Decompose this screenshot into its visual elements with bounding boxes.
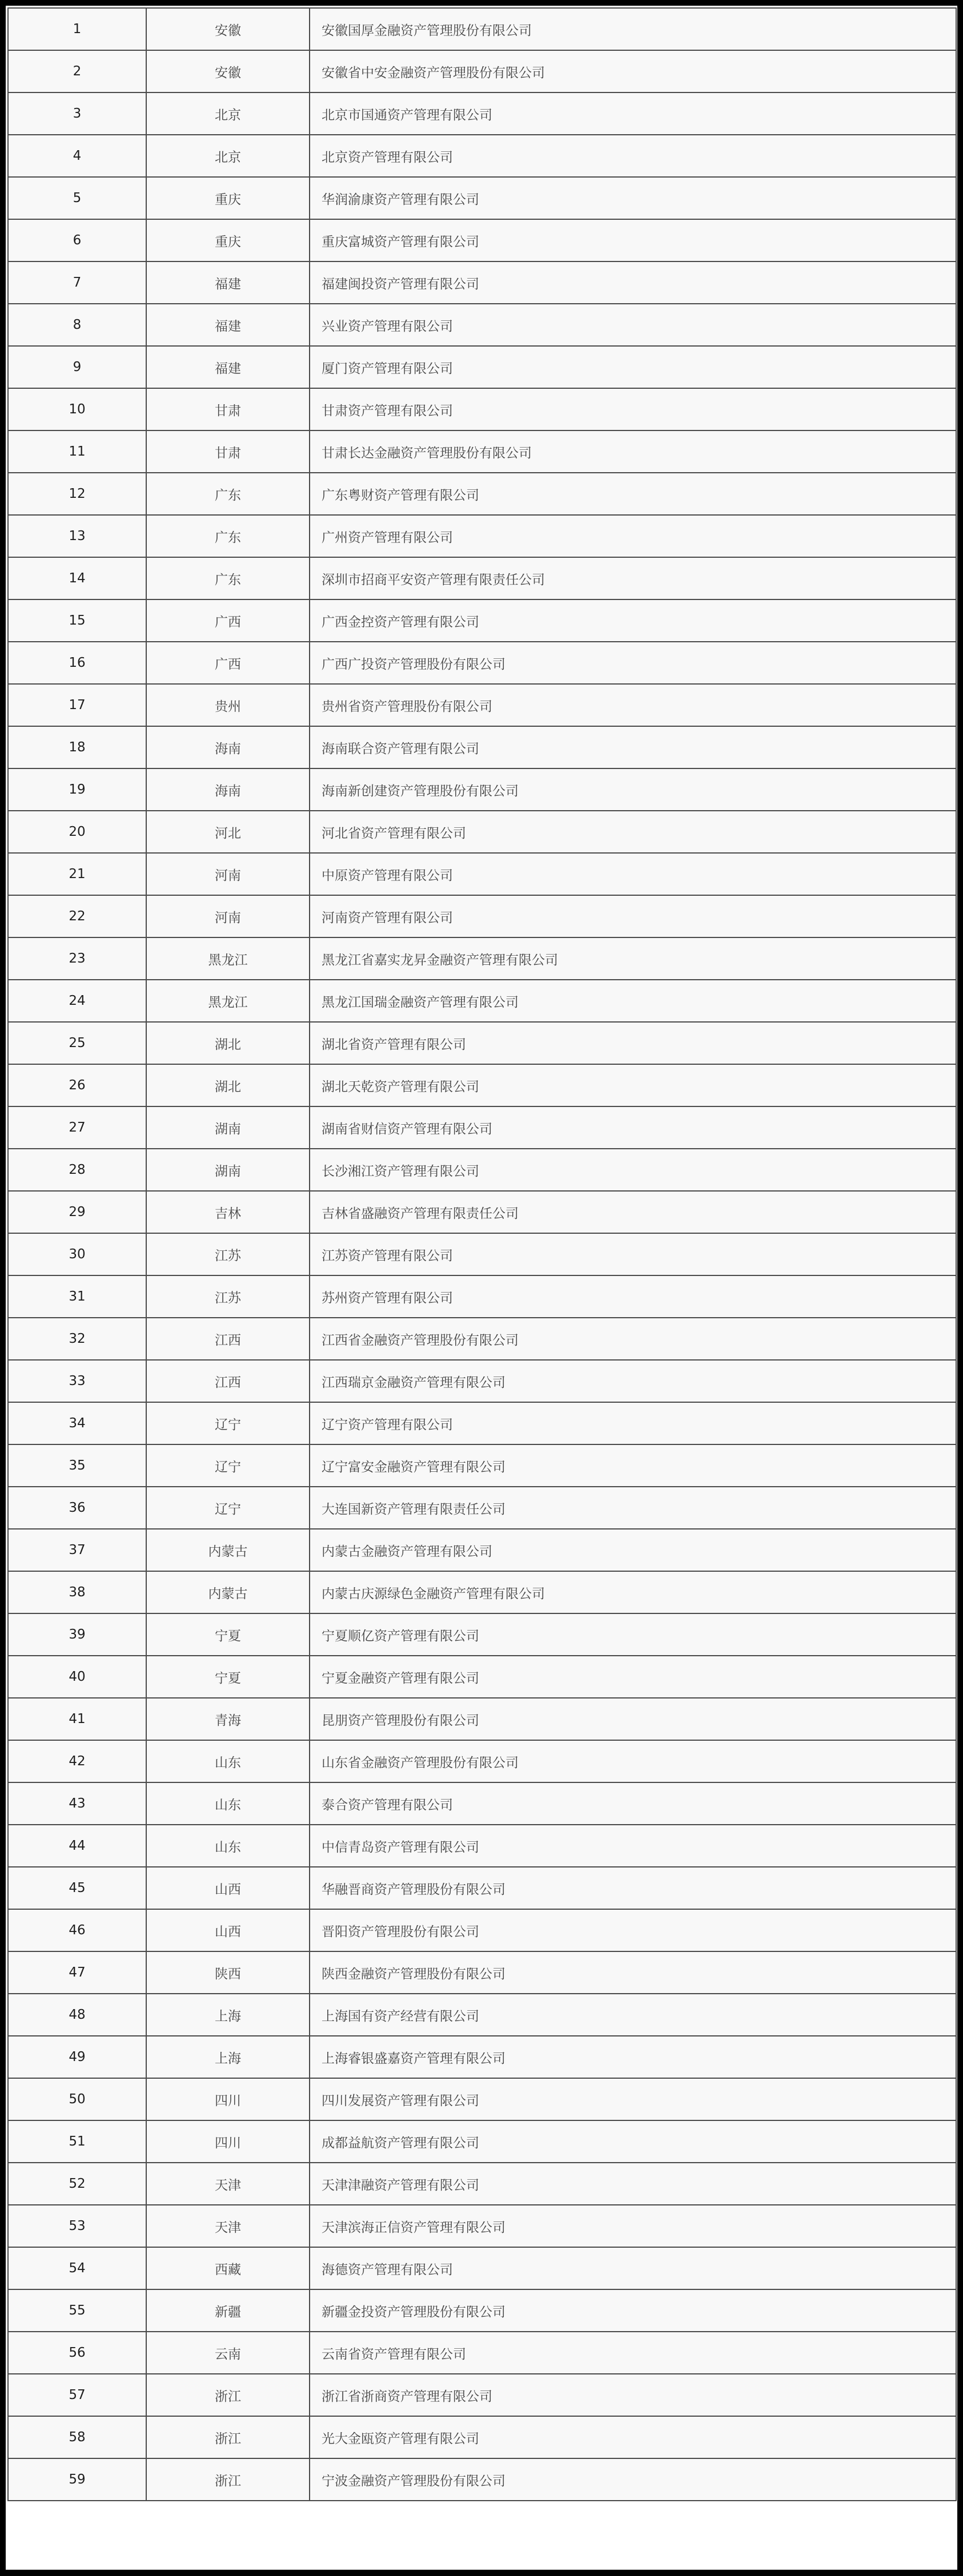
table-row — [8, 135, 956, 177]
row-number-cell: 20 — [8, 811, 146, 853]
province-cell: 广东 — [146, 515, 310, 557]
province-cell: 山东 — [146, 1825, 310, 1867]
company-name-cell: 山东省金融资产管理股份有限公司 — [310, 1740, 956, 1782]
table-row — [8, 642, 956, 684]
company-name-cell: 中信青岛资产管理有限公司 — [310, 1825, 956, 1867]
company-name-cell: 江苏资产管理有限公司 — [310, 1233, 956, 1275]
province-cell: 广西 — [146, 599, 310, 642]
company-name-cell: 湖北天乾资产管理有限公司 — [310, 1064, 956, 1106]
company-name-cell: 湖北省资产管理有限公司 — [310, 1022, 956, 1064]
table-row — [8, 515, 956, 557]
row-number-cell: 41 — [8, 1698, 146, 1740]
company-name-cell: 天津津融资产管理有限公司 — [310, 2163, 956, 2205]
table-row — [8, 1022, 956, 1064]
province-cell: 黑龙江 — [146, 937, 310, 980]
table-row — [8, 2078, 956, 2120]
row-number-cell: 5 — [8, 177, 146, 219]
table-row — [8, 346, 956, 388]
province-cell: 辽宁 — [146, 1444, 310, 1487]
row-number-cell: 34 — [8, 1402, 146, 1444]
row-number-cell: 46 — [8, 1909, 146, 1951]
province-cell: 海南 — [146, 726, 310, 768]
table-row — [8, 1444, 956, 1487]
province-cell: 四川 — [146, 2078, 310, 2120]
table-row — [8, 2374, 956, 2416]
table-row — [8, 2332, 956, 2374]
company-name-cell: 大连国新资产管理有限责任公司 — [310, 1487, 956, 1529]
table-row — [8, 557, 956, 599]
row-number-cell: 51 — [8, 2120, 146, 2163]
company-name-cell: 重庆富城资产管理有限公司 — [310, 219, 956, 261]
province-cell: 新疆 — [146, 2289, 310, 2332]
province-cell: 福建 — [146, 261, 310, 304]
table-row — [8, 8, 956, 50]
company-name-cell: 甘肃资产管理有限公司 — [310, 388, 956, 430]
row-number-cell: 48 — [8, 1994, 146, 2036]
province-cell: 湖南 — [146, 1106, 310, 1149]
row-number-cell: 25 — [8, 1022, 146, 1064]
row-number-cell: 39 — [8, 1613, 146, 1656]
province-cell: 北京 — [146, 92, 310, 135]
province-cell: 广西 — [146, 642, 310, 684]
row-number-cell: 17 — [8, 684, 146, 726]
province-cell: 湖北 — [146, 1022, 310, 1064]
company-name-cell: 四川发展资产管理有限公司 — [310, 2078, 956, 2120]
province-cell: 江西 — [146, 1360, 310, 1402]
province-cell: 浙江 — [146, 2374, 310, 2416]
row-number-cell: 52 — [8, 2163, 146, 2205]
province-cell: 海南 — [146, 768, 310, 811]
row-number-cell: 4 — [8, 135, 146, 177]
table-row — [8, 430, 956, 473]
province-cell: 宁夏 — [146, 1613, 310, 1656]
company-name-cell: 辽宁资产管理有限公司 — [310, 1402, 956, 1444]
company-name-cell: 广州资产管理有限公司 — [310, 515, 956, 557]
table-row — [8, 2205, 956, 2247]
row-number-cell: 44 — [8, 1825, 146, 1867]
row-number-cell: 33 — [8, 1360, 146, 1402]
company-name-cell: 海南联合资产管理有限公司 — [310, 726, 956, 768]
company-name-cell: 华融晋商资产管理股份有限公司 — [310, 1867, 956, 1909]
row-number-cell: 43 — [8, 1782, 146, 1825]
row-number-cell: 27 — [8, 1106, 146, 1149]
company-name-cell: 深圳市招商平安资产管理有限责任公司 — [310, 557, 956, 599]
table-row — [8, 1994, 956, 2036]
company-name-cell: 黑龙江国瑞金融资产管理有限公司 — [310, 980, 956, 1022]
table-row — [8, 2289, 956, 2332]
row-number-cell: 11 — [8, 430, 146, 473]
table-row — [8, 2247, 956, 2289]
province-cell: 内蒙古 — [146, 1571, 310, 1613]
row-number-cell: 55 — [8, 2289, 146, 2332]
table-row — [8, 1782, 956, 1825]
company-name-cell: 湖南省财信资产管理有限公司 — [310, 1106, 956, 1149]
table-row — [8, 473, 956, 515]
province-cell: 河南 — [146, 895, 310, 937]
row-number-cell: 2 — [8, 50, 146, 92]
table-row — [8, 768, 956, 811]
table-row — [8, 1571, 956, 1613]
row-number-cell: 59 — [8, 2458, 146, 2501]
row-number-cell: 18 — [8, 726, 146, 768]
table-row — [8, 388, 956, 430]
province-cell: 西藏 — [146, 2247, 310, 2289]
company-name-cell: 江西瑞京金融资产管理有限公司 — [310, 1360, 956, 1402]
table-row — [8, 1106, 956, 1149]
table-row — [8, 1825, 956, 1867]
company-name-cell: 广西广投资产管理股份有限公司 — [310, 642, 956, 684]
row-number-cell: 38 — [8, 1571, 146, 1613]
province-cell: 天津 — [146, 2163, 310, 2205]
table-row — [8, 50, 956, 92]
row-number-cell: 31 — [8, 1275, 146, 1318]
province-cell: 江苏 — [146, 1233, 310, 1275]
company-name-cell: 新疆金投资产管理股份有限公司 — [310, 2289, 956, 2332]
province-cell: 四川 — [146, 2120, 310, 2163]
table-row — [8, 2458, 956, 2501]
company-name-cell: 安徽国厚金融资产管理股份有限公司 — [310, 8, 956, 50]
province-cell: 浙江 — [146, 2416, 310, 2458]
table-row — [8, 980, 956, 1022]
company-name-cell: 黑龙江省嘉实龙昇金融资产管理有限公司 — [310, 937, 956, 980]
row-number-cell: 14 — [8, 557, 146, 599]
company-name-cell: 河南资产管理有限公司 — [310, 895, 956, 937]
table-row — [8, 304, 956, 346]
company-name-cell: 辽宁富安金融资产管理有限公司 — [310, 1444, 956, 1487]
table-row — [8, 1487, 956, 1529]
province-cell: 河北 — [146, 811, 310, 853]
table-row — [8, 1149, 956, 1191]
table-row — [8, 261, 956, 304]
row-number-cell: 21 — [8, 853, 146, 895]
province-cell: 内蒙古 — [146, 1529, 310, 1571]
row-number-cell: 15 — [8, 599, 146, 642]
company-name-cell: 陕西金融资产管理股份有限公司 — [310, 1951, 956, 1994]
company-name-cell: 长沙湘江资产管理有限公司 — [310, 1149, 956, 1191]
table-row — [8, 1360, 956, 1402]
province-cell: 重庆 — [146, 219, 310, 261]
province-cell: 浙江 — [146, 2458, 310, 2501]
company-name-cell: 内蒙古金融资产管理有限公司 — [310, 1529, 956, 1571]
province-cell: 青海 — [146, 1698, 310, 1740]
company-name-cell: 天津滨海正信资产管理有限公司 — [310, 2205, 956, 2247]
province-cell: 上海 — [146, 1994, 310, 2036]
row-number-cell: 47 — [8, 1951, 146, 1994]
province-cell: 江西 — [146, 1318, 310, 1360]
table-row — [8, 1613, 956, 1656]
row-number-cell: 13 — [8, 515, 146, 557]
company-name-cell: 广西金控资产管理有限公司 — [310, 599, 956, 642]
province-cell: 湖南 — [146, 1149, 310, 1191]
company-name-cell: 吉林省盛融资产管理有限责任公司 — [310, 1191, 956, 1233]
row-number-cell: 37 — [8, 1529, 146, 1571]
company-name-cell: 江西省金融资产管理股份有限公司 — [310, 1318, 956, 1360]
province-cell: 福建 — [146, 304, 310, 346]
company-name-cell: 广东粤财资产管理有限公司 — [310, 473, 956, 515]
table-row — [8, 1740, 956, 1782]
row-number-cell: 6 — [8, 219, 146, 261]
row-number-cell: 30 — [8, 1233, 146, 1275]
row-number-cell: 54 — [8, 2247, 146, 2289]
province-cell: 江苏 — [146, 1275, 310, 1318]
row-number-cell: 58 — [8, 2416, 146, 2458]
table-row — [8, 599, 956, 642]
table-row — [8, 219, 956, 261]
province-cell: 广东 — [146, 557, 310, 599]
company-name-cell: 宁夏顺亿资产管理有限公司 — [310, 1613, 956, 1656]
company-name-cell: 兴业资产管理有限公司 — [310, 304, 956, 346]
province-cell: 陕西 — [146, 1951, 310, 1994]
company-name-cell: 晋阳资产管理股份有限公司 — [310, 1909, 956, 1951]
province-cell: 重庆 — [146, 177, 310, 219]
province-cell: 北京 — [146, 135, 310, 177]
province-cell: 山西 — [146, 1909, 310, 1951]
table-row — [8, 895, 956, 937]
table-row — [8, 811, 956, 853]
table-body — [8, 8, 956, 2501]
row-number-cell: 12 — [8, 473, 146, 515]
row-number-cell: 22 — [8, 895, 146, 937]
province-cell: 广东 — [146, 473, 310, 515]
province-cell: 山东 — [146, 1740, 310, 1782]
row-number-cell: 19 — [8, 768, 146, 811]
row-number-cell: 1 — [8, 8, 146, 50]
table-row — [8, 726, 956, 768]
row-number-cell: 3 — [8, 92, 146, 135]
company-name-cell: 泰合资产管理有限公司 — [310, 1782, 956, 1825]
company-name-cell: 云南省资产管理有限公司 — [310, 2332, 956, 2374]
row-number-cell: 7 — [8, 261, 146, 304]
row-number-cell: 26 — [8, 1064, 146, 1106]
table-row — [8, 1233, 956, 1275]
row-number-cell: 29 — [8, 1191, 146, 1233]
province-cell: 吉林 — [146, 1191, 310, 1233]
province-cell: 山东 — [146, 1782, 310, 1825]
table-row — [8, 684, 956, 726]
table-frame — [6, 6, 957, 2570]
table-row — [8, 2036, 956, 2078]
row-number-cell: 10 — [8, 388, 146, 430]
province-cell: 甘肃 — [146, 388, 310, 430]
table-row — [8, 1529, 956, 1571]
row-number-cell: 40 — [8, 1656, 146, 1698]
company-name-cell: 北京市国通资产管理有限公司 — [310, 92, 956, 135]
row-number-cell: 23 — [8, 937, 146, 980]
table-row — [8, 2416, 956, 2458]
table-row — [8, 2163, 956, 2205]
table-row — [8, 1064, 956, 1106]
province-cell: 山西 — [146, 1867, 310, 1909]
row-number-cell: 53 — [8, 2205, 146, 2247]
row-number-cell: 57 — [8, 2374, 146, 2416]
company-name-cell: 厦门资产管理有限公司 — [310, 346, 956, 388]
row-number-cell: 50 — [8, 2078, 146, 2120]
row-number-cell: 32 — [8, 1318, 146, 1360]
company-name-cell: 河北省资产管理有限公司 — [310, 811, 956, 853]
company-name-cell: 甘肃长达金融资产管理股份有限公司 — [310, 430, 956, 473]
table-row — [8, 2120, 956, 2163]
company-name-cell: 上海睿银盛嘉资产管理有限公司 — [310, 2036, 956, 2078]
amc-table — [7, 7, 957, 2501]
company-name-cell: 光大金瓯资产管理有限公司 — [310, 2416, 956, 2458]
company-name-cell: 昆朋资产管理股份有限公司 — [310, 1698, 956, 1740]
table-row — [8, 1275, 956, 1318]
company-name-cell: 宁波金融资产管理股份有限公司 — [310, 2458, 956, 2501]
province-cell: 辽宁 — [146, 1402, 310, 1444]
company-name-cell: 内蒙古庆源绿色金融资产管理有限公司 — [310, 1571, 956, 1613]
table-row — [8, 1191, 956, 1233]
row-number-cell: 42 — [8, 1740, 146, 1782]
company-name-cell: 宁夏金融资产管理有限公司 — [310, 1656, 956, 1698]
province-cell: 甘肃 — [146, 430, 310, 473]
province-cell: 上海 — [146, 2036, 310, 2078]
province-cell: 云南 — [146, 2332, 310, 2374]
company-name-cell: 浙江省浙商资产管理有限公司 — [310, 2374, 956, 2416]
province-cell: 湖北 — [146, 1064, 310, 1106]
company-name-cell: 中原资产管理有限公司 — [310, 853, 956, 895]
table-row — [8, 177, 956, 219]
company-name-cell: 贵州省资产管理股份有限公司 — [310, 684, 956, 726]
province-cell: 河南 — [146, 853, 310, 895]
province-cell: 贵州 — [146, 684, 310, 726]
province-cell: 天津 — [146, 2205, 310, 2247]
province-cell: 黑龙江 — [146, 980, 310, 1022]
table-row — [8, 1402, 956, 1444]
table-row — [8, 937, 956, 980]
table-row — [8, 1909, 956, 1951]
table-row — [8, 853, 956, 895]
row-number-cell: 49 — [8, 2036, 146, 2078]
row-number-cell: 24 — [8, 980, 146, 1022]
table-row — [8, 1698, 956, 1740]
row-number-cell: 28 — [8, 1149, 146, 1191]
table-row — [8, 92, 956, 135]
company-name-cell: 苏州资产管理有限公司 — [310, 1275, 956, 1318]
province-cell: 安徽 — [146, 50, 310, 92]
company-name-cell: 安徽省中安金融资产管理股份有限公司 — [310, 50, 956, 92]
table-row — [8, 1951, 956, 1994]
row-number-cell: 16 — [8, 642, 146, 684]
row-number-cell: 45 — [8, 1867, 146, 1909]
table-row — [8, 1867, 956, 1909]
province-cell: 福建 — [146, 346, 310, 388]
province-cell: 辽宁 — [146, 1487, 310, 1529]
company-name-cell: 海南新创建资产管理股份有限公司 — [310, 768, 956, 811]
table-row — [8, 1318, 956, 1360]
province-cell: 安徽 — [146, 8, 310, 50]
row-number-cell: 9 — [8, 346, 146, 388]
company-name-cell: 华润渝康资产管理有限公司 — [310, 177, 956, 219]
company-name-cell: 海德资产管理有限公司 — [310, 2247, 956, 2289]
company-name-cell: 北京资产管理有限公司 — [310, 135, 956, 177]
company-name-cell: 福建闽投资产管理有限公司 — [310, 261, 956, 304]
row-number-cell: 8 — [8, 304, 146, 346]
company-name-cell: 成都益航资产管理有限公司 — [310, 2120, 956, 2163]
company-name-cell: 上海国有资产经营有限公司 — [310, 1994, 956, 2036]
row-number-cell: 36 — [8, 1487, 146, 1529]
row-number-cell: 56 — [8, 2332, 146, 2374]
table-row — [8, 1656, 956, 1698]
province-cell: 宁夏 — [146, 1656, 310, 1698]
row-number-cell: 35 — [8, 1444, 146, 1487]
